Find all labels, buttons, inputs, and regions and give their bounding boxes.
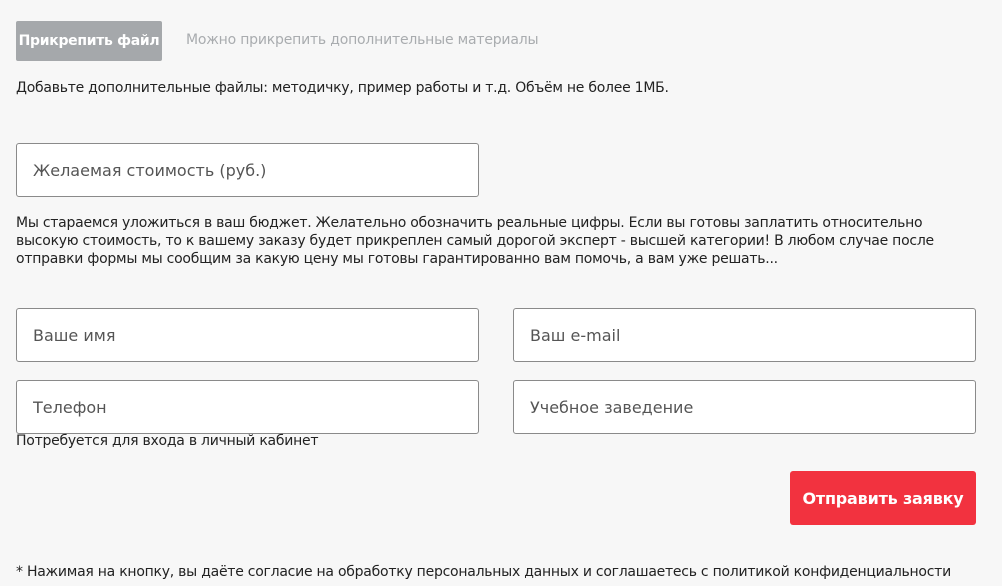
email-input[interactable] <box>513 308 976 362</box>
desired-price-input[interactable] <box>16 143 479 197</box>
consent-note: * Нажимая на кнопку, вы даёте согласие на обработку персональных данных и соглашаетесь с политикой конфиденциальности <box>16 564 951 580</box>
attachment-note: Добавьте дополнительные файлы: методичку, пример работы и т.д. Объём не более 1МБ. <box>16 80 669 96</box>
attach-file-button[interactable]: Прикрепить файл <box>16 21 162 61</box>
name-input[interactable] <box>16 308 479 362</box>
submit-request-button[interactable]: Отправить заявку <box>790 471 976 525</box>
phone-note: Потребуется для входа в личный кабинет <box>16 433 319 449</box>
school-input[interactable] <box>513 380 976 434</box>
phone-input[interactable] <box>16 380 479 434</box>
budget-note: Мы стараемся уложиться в ваш бюджет. Желательно обозначить реальные цифры. Если вы готовы заплатить относительно высокую стоимость, то к вашему заказу будет прикреплен самый дорогой эксперт - высшей категории! В любом случае после отправки формы мы сообщим за какую цену мы готовы гарантированно вам помочь, а вам уже решать... <box>16 215 934 267</box>
attach-hint: Можно прикрепить дополнительные материалы <box>186 32 539 48</box>
